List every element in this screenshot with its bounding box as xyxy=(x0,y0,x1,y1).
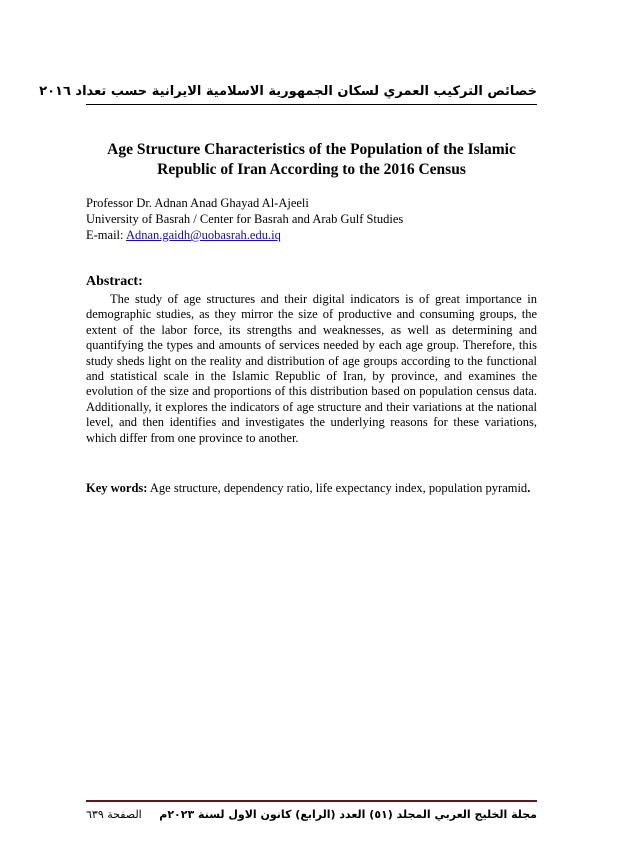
footer-rule xyxy=(86,800,537,802)
author-affiliation: University of Basrah / Center for Basrah and Arab Gulf Studies xyxy=(86,212,404,226)
email-label: E-mail: xyxy=(86,228,126,242)
email-link[interactable]: Adnan.gaidh@uobasrah.edu.iq xyxy=(125,228,281,242)
keywords-label: Key words: xyxy=(86,481,148,495)
running-head: خصائص التركيب العمري لسكان الجمهورية الاسلامية الايرانية حسب تعداد ٢٠١٦ xyxy=(39,84,537,99)
abstract-body: The study of age structures and their digital indicators is of great importance in demographic studies, as they mirror the size of productive and consuming groups, the extent of the labor force, its strengths and weaknesses, as well as determining and quantifying the types and amounts of services needed by each age group. Therefore, this study sheds light on the reality and distribution of age groups according to the functional and statistical scale in the Islamic Republic of Iran, by province, and examines the evolution of the size and proportions of this distribution based on population census data. Additionally, it explores the indicators of age structure and their variations at the national level, and then identifies and investigates the underlying reasons for these variations, which differ from one province to another. xyxy=(86,292,537,445)
title-line-2: Republic of Iran According to the 2016 Census xyxy=(157,161,466,178)
author-name: Professor Dr. Adnan Anad Ghayad Al-Ajeeli xyxy=(86,196,309,210)
keywords-end: . xyxy=(527,481,531,495)
keywords xyxy=(86,480,537,496)
title-line-1: Age Structure Characteristics of the Population of the Islamic xyxy=(107,141,516,158)
journal-citation: مجلة الخليج العربي المجلد (٥١) العدد (الرابع) كانون الاول لسنة ٢٠٢٣م xyxy=(159,808,537,821)
page-number: الصفحة ٦٣٩ xyxy=(86,808,142,821)
abstract-section xyxy=(86,274,537,446)
abstract-heading: Abstract: xyxy=(86,274,143,289)
author-email-line xyxy=(86,227,403,243)
keywords-text: Age structure, dependency ratio, life expectancy index, population pyramid xyxy=(147,481,528,495)
paper-title xyxy=(86,140,537,180)
header-rule xyxy=(86,104,537,105)
author-block xyxy=(86,195,403,243)
